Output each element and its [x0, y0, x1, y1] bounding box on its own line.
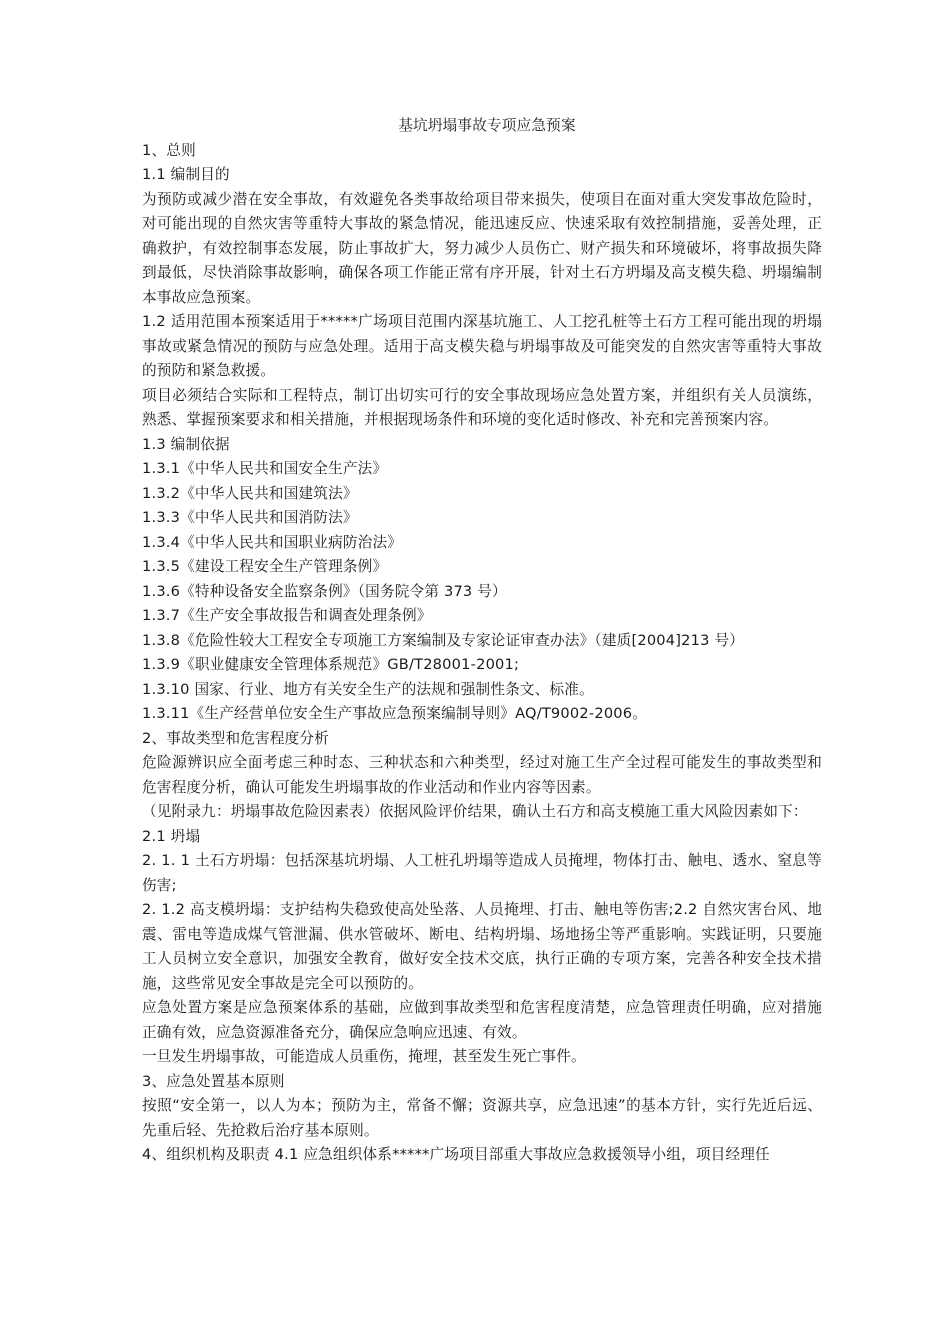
reference-item: 1.3.8《危险性较大工程安全专项施工方案编制及专家论证审查办法》（建质[2004]213 号）	[142, 631, 745, 649]
body-paragraph: 危险源辨识应全面考虑三种时态、三种状态和六种类型，经过对施工生产全过程可能发生的事故类型和危害程度分析，确认可能发生坍塌事故的作业活动和作业内容等因素。	[142, 754, 822, 796]
reference-item: 1.3.9《职业健康安全管理体系规范》GB/T28001-2001;	[142, 656, 520, 673]
section-heading: 3、应急处置基本原则	[142, 1072, 285, 1090]
reference-item: 1.3.11《生产经营单位安全生产事故应急预案编制导则》AQ/T9002-2006。	[142, 705, 648, 722]
reference-item: 1.3.6《特种设备安全监察条例》（国务院令第 373 号）	[142, 582, 507, 600]
subsection-heading: 2.1 坍塌	[142, 827, 201, 845]
reference-item: 1.3.1《中华人民共和国安全生产法》	[142, 460, 388, 477]
body-paragraph: （见附录九：坍塌事故危险因素表）依据风险评价结果，确认土石方和高支模施工重大风险因素如下：	[142, 803, 808, 820]
reference-item: 1.3.10 国家、行业、地方有关安全生产的法规和强制性条文、标准。	[142, 680, 594, 698]
subsection-heading: 1.1 编制目的	[142, 166, 230, 183]
section-heading: 1、总则	[142, 141, 196, 159]
body-paragraph: 一旦发生坍塌事故，可能造成人员重伤，掩埋，甚至发生死亡事件。	[142, 1048, 586, 1065]
body-paragraph: 2. 1.2 高支模坍塌：支护结构失稳致使高处坠落、人员掩埋、打击、触电等伤害;2.2 自然灾害台风、地震、雷电等造成煤气管泄漏、供水管破坏、断电、结构坍塌、场地扬尘等严重影响。实践证明，只要施工人员树立安全意识，加强安全教育，做好安全技术交底，执行正确的专项方案，完善各种安全技术措施，这些常见安全事故是完全可以预防的。	[142, 901, 822, 992]
reference-item: 1.3.3《中华人民共和国消防法》	[142, 509, 358, 526]
reference-item: 1.3.5《建设工程安全生产管理条例》	[142, 558, 388, 575]
section-heading: 2、事故类型和危害程度分析	[142, 729, 330, 747]
document-title: 基坑坍塌事故专项应急预案	[398, 117, 576, 134]
document-body	[142, 114, 822, 1168]
body-paragraph: 为预防或减少潜在安全事故，有效避免各类事故给项目带来损失，使项目在面对重大突发事故危险时，对可能出现的自然灾害等重特大事故的紧急情况，能迅速反应、快速采取有效控制措施，妥善处理，正确救护，有效控制事态发展，防止事故扩大，努力减少人员伤亡、财产损失和环境破坏，将事故损失降到最低，尽快消除事故影响，确保各项工作能正常有序开展，针对土石方坍塌及高支模失稳、坍塌编制本事故应急预案。	[142, 190, 822, 306]
reference-item: 1.3.4《中华人民共和国职业病防治法》	[142, 533, 403, 551]
body-paragraph: 项目必须结合实际和工程特点，制订出切实可行的安全事故现场应急处置方案，并组织有关人员演练，熟悉、掌握预案要求和相关措施，并根据现场条件和环境的变化适时修改、补充和完善预案内容。	[142, 386, 822, 428]
reference-item: 1.3.7《生产安全事故报告和调查处理条例》	[142, 607, 432, 624]
subsection-heading: 1.3 编制依据	[142, 435, 230, 453]
body-paragraph: 应急处置方案是应急预案体系的基础，应做到事故类型和危害程度清楚，应急管理责任明确，应对措施正确有效，应急资源准备充分，确保应急响应迅速、有效。	[142, 999, 822, 1041]
body-paragraph: 1.2 适用范围本预案适用于*****广场项目范围内深基坑施工、人工挖孔桩等土石方工程可能出现的坍塌事故或紧急情况的预防与应急处理。适用于高支模失稳与坍塌事故及可能突发的自然灾害等重特大事故的预防和紧急救援。	[142, 313, 822, 379]
body-paragraph: 2. 1. 1 土石方坍塌：包括深基坑坍塌、人工桩孔坍塌等造成人员掩埋，物体打击、触电、透水、窒息等伤害;	[142, 852, 822, 894]
body-paragraph: 按照“安全第一，以人为本；预防为主，常备不懈；资源共享，应急迅速”的基本方针，实行先近后远、先重后轻、先抢救后治疗基本原则。	[142, 1097, 822, 1139]
reference-item: 1.3.2《中华人民共和国建筑法》	[142, 484, 358, 502]
body-paragraph: 4、组织机构及职责 4.1 应急组织体系*****广场项目部重大事故应急救援领导小组，项目经理任	[142, 1146, 770, 1163]
